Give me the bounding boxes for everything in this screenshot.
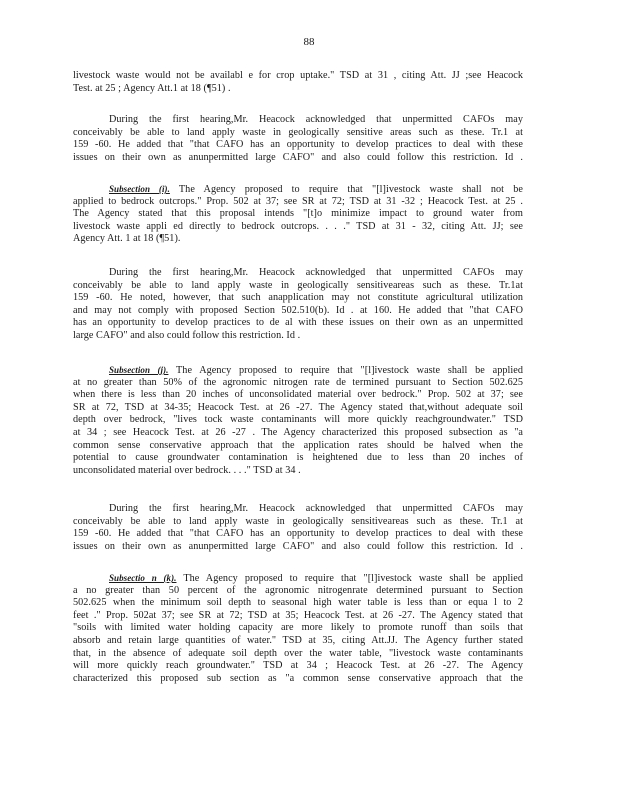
paragraph-line: depth over bedrock, "lives tock waste contaminants will more quickly reachgroundwater." TSD: [73, 414, 523, 426]
paragraph-line: at no greater than 50% of the agronomic nitrogen rate de termined pursuant to Section 502.625: [73, 376, 523, 388]
paragraph-line: [73, 364, 523, 377]
paragraph-line: conceivably be able to land apply waste in geologically sensitive areas such as these. Tr.1 at: [73, 126, 523, 138]
paragraph-line: Agency Att. 1 at 18 (¶51).: [73, 233, 181, 245]
paragraph-line: potential to cause groundwater contamination is heightened due to less than 20 inches of: [73, 452, 523, 464]
paragraph-line: applied to bedrock outcrops." Prop. 502 at 37; see SR at 72; TSD at 31 -32 ; Heacock Test. at 25 .: [73, 195, 523, 207]
paragraph-line: 502.625 when the minimum soil depth to seasonal high water table is less than or equa l to 2: [73, 597, 523, 609]
paragraph-line: During the first hearing,Mr. Heacock acknowledged that unpermitted CAFOs may: [109, 267, 523, 278]
paragraph-line: unconsolidated material over bedrock. . . ." TSD at 34 .: [73, 464, 301, 476]
paragraph-line: conceivably be able to land apply waste in geologically sensitiveareas such as these. Tr.1at: [73, 279, 523, 291]
paragraph-line: 159 -60. He added that "that CAFO has an opportunity to develop practices to deal with these: [73, 139, 523, 151]
paragraph-line: 159 -60. He added that "that CAFO has an opportunity to develop practices to deal with these: [73, 528, 523, 540]
paragraph-line: [73, 572, 523, 585]
paragraph-line: and may not comply with proposed Section 502.510(b). Id . at 160. He added that "that CAFO: [73, 304, 523, 316]
paragraph-line: will more quickly reach groundwater." TSD at 34 ; Heacock Test. at 26 -27. The Agency: [73, 660, 523, 672]
paragraph-line: large CAFO" and also could follow this restriction. Id .: [73, 329, 301, 341]
paragraph-line-text: The Agency proposed to require that "[l]ivestock waste shall be applied: [176, 573, 523, 584]
paragraph-line: livestock waste would not be availabl e for crop uptake." TSD at 31 , citing Att. JJ ;see Heacock: [73, 70, 523, 81]
paragraph-line: The Agency stated that this proposal intends "[t]o minimize impact to ground water from: [73, 208, 523, 220]
paragraph-subsection-i: [73, 183, 523, 246]
paragraph-line: a no greater than 50 percent of the agronomic nitrogenrate determined pursuant to Section: [73, 584, 523, 596]
paragraph-line: "soils with limited water holding capacity are more likely to promote runoff than soils that: [73, 622, 523, 634]
paragraph-first-hearing-2: [73, 267, 523, 343]
paragraph-continuation: [73, 70, 523, 95]
paragraph-line: Test. at 25 ; Agency Att.1 at 18 (¶51) .: [73, 82, 231, 94]
paragraph-line: at 34 ; see Heacock Test. at 26 -27 . The Agency characterized this proposed subsection as "a: [73, 426, 523, 438]
paragraph-first-hearing-3: [73, 503, 523, 553]
paragraph-line-text: The Agency proposed to require that "[l]ivestock waste shall not be: [169, 184, 523, 195]
subsection-heading: Subsection (j).: [109, 365, 169, 375]
paragraph-line: livestock waste appli ed directly to bedrock outcrops. . . ." TSD at 31 - 32, citing Att. JJ; see: [73, 220, 523, 232]
paragraph-line-text: The Agency proposed to require that "[l]ivestock waste shall be applied: [168, 365, 523, 376]
paragraph-line: feet ." Prop. 502at 37; see SR at 72; TSD at 35; Heacock Test. at 26 -27. The Agency stated that: [73, 609, 523, 621]
paragraph-line: During the first hearing,Mr. Heacock acknowledged that unpermitted CAFOs may: [109, 114, 523, 125]
paragraph-line: has an opportunity to develop practices to de al with these issues on their own as an unpermitted: [73, 317, 523, 329]
paragraph-line: During the first hearing,Mr. Heacock acknowledged that unpermitted CAFOs may: [109, 503, 523, 514]
paragraph-subsection-k: [73, 572, 523, 685]
subsection-heading: Subsectio n (k).: [109, 573, 177, 583]
paragraph-line: issues on their own as anunpermitted large CAFO" and also could follow this restriction. Id .: [73, 151, 523, 163]
paragraph-line: [73, 183, 523, 196]
paragraph-line: characterized this proposed sub section as "a common sense conservative approach that the: [73, 672, 523, 684]
paragraph-line: common sense conservative approach that the application rates should be halved when the: [73, 439, 523, 451]
paragraph-line: conceivably be able to land apply waste in geologically sensitiveareas such as these. Tr.1 at: [73, 515, 523, 527]
paragraph-line: issues on their own as anunpermitted large CAFO" and also could follow this restriction. Id .: [73, 540, 523, 552]
paragraph-line: absorb and retain large quantities of water." TSD at 35, citing Att.JJ. The Agency further stated: [73, 634, 523, 646]
subsection-heading: Subsection (i).: [109, 184, 170, 194]
paragraph-line: when there is less than 20 inches of unconsolidated material over bedrock." Prop. 502 at 37; see: [73, 389, 523, 401]
paragraph-subsection-j: [73, 364, 523, 477]
paragraph-first-hearing-1: [73, 114, 523, 164]
page-number: 88: [303, 36, 315, 48]
paragraph-line: that, in the absence of adequate soil depth over the water table, "livestock waste contaminants: [73, 647, 523, 659]
paragraph-line: 159 -60. He noted, however, that such anapplication may not constitute agricultural utilization: [73, 292, 523, 304]
paragraph-line: SR at 72, TSD at 34-35; Heacock Test. at 26 -27. The Agency stated that,without adequate soil: [73, 401, 523, 413]
